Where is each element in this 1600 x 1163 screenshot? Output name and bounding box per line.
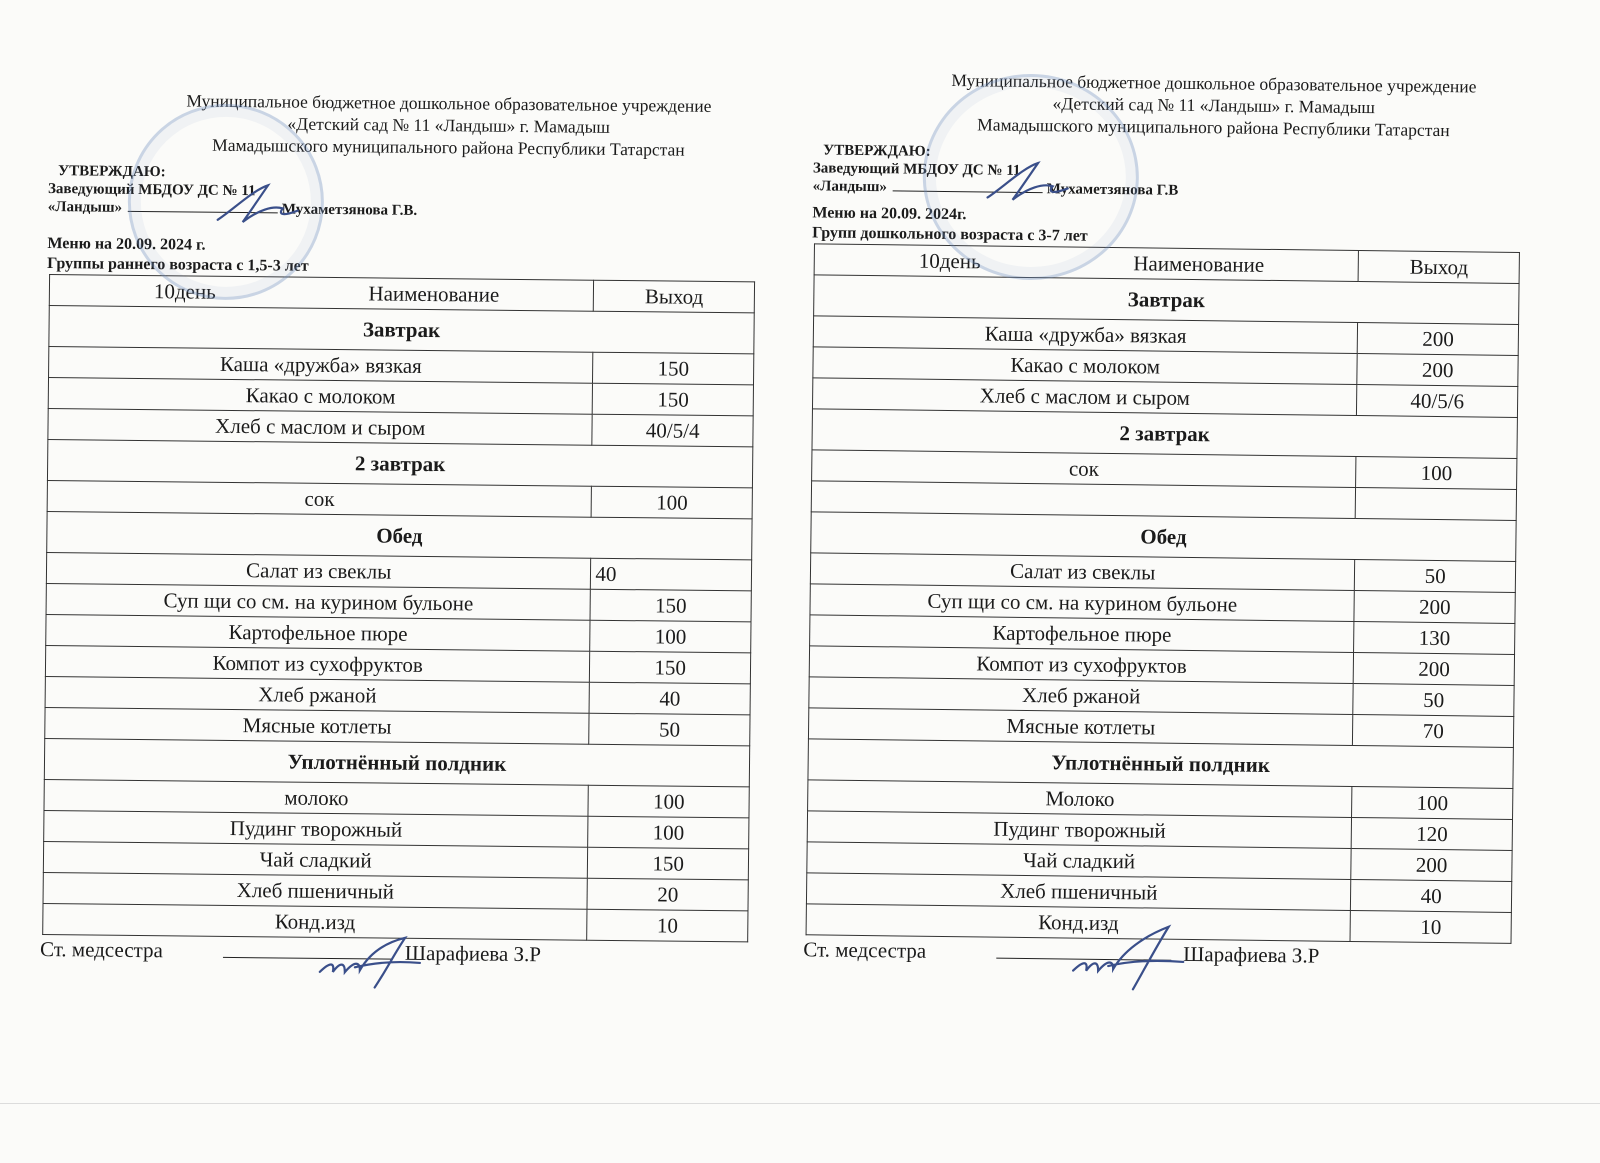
dish-output: 150	[593, 383, 754, 416]
header-day: 10день	[153, 279, 216, 304]
dish-name: Пудинг творожный	[807, 811, 1352, 849]
dish-name: сок	[812, 450, 1357, 488]
approve-title: УТВЕРЖДАЮ:	[58, 163, 166, 181]
section-title: Уплотнённый полдник	[44, 739, 749, 787]
org-line: «Детский сад № 11 «Ландыш» г. Мамадыш	[287, 113, 610, 137]
nurse-name: Шарафиева З.Р	[1183, 941, 1320, 968]
dish-output: 200	[1354, 652, 1515, 685]
header-name: Наименование	[368, 281, 500, 307]
section-title: Обед	[811, 512, 1516, 562]
approve-position: Заведующий МБДОУ ДС № 11	[812, 160, 1021, 179]
dish-name: Конд.изд	[43, 903, 588, 940]
dish-output: 100	[590, 620, 751, 653]
dish-output: 150	[588, 847, 749, 880]
dish-output: 40	[1351, 879, 1512, 912]
org-line: Мамадышского муниципального района Республики Татарстан	[212, 134, 685, 160]
header-name: Наименование	[1133, 251, 1265, 277]
dish-output: 150	[590, 589, 751, 622]
dish-output: 50	[589, 713, 750, 746]
menu-date: Меню на 20.09. 2024 г.	[47, 235, 206, 254]
approve-name: Мухаметзянова Г.В	[1046, 181, 1179, 199]
dish-output: 40/5/6	[1357, 385, 1518, 418]
nurse-signature-icon	[315, 932, 426, 993]
dish-name: Мясные котлеты	[45, 708, 590, 745]
dish-output	[1356, 488, 1517, 521]
dish-name: молоко	[44, 780, 589, 817]
approve-org: «Ландыш»	[47, 199, 123, 216]
organization-header	[813, 67, 1574, 142]
dish-name: Салат из свеклы	[46, 553, 591, 590]
dish-name: Хлеб пшеничный	[806, 873, 1351, 911]
approve-name: Мухаметзянова Г.В.	[281, 201, 418, 219]
dish-name: Какао с молоком	[48, 378, 593, 415]
header-output: Выход	[1358, 251, 1519, 284]
dish-output: 40/5/4	[592, 414, 753, 447]
dish-output: 100	[1352, 786, 1513, 819]
approve-position: Заведующий МБДОУ ДС № 11	[47, 181, 256, 200]
nurse-name: Шарафиева З.Р	[404, 940, 542, 967]
approve-title: УТВЕРЖДАЮ:	[823, 142, 931, 160]
dish-name: Картофельное пюре	[810, 615, 1355, 653]
dish-name: Пудинг творожный	[44, 811, 589, 848]
dish-output: 200	[1351, 848, 1512, 881]
org-line: Муниципальное бюджетное дошкольное образовательное учреждение	[186, 90, 712, 116]
dish-name: Чай сладкий	[807, 842, 1352, 880]
dish-output: 50	[1353, 683, 1514, 716]
dish-name: Картофельное пюре	[46, 615, 591, 652]
dish-output: 40	[589, 682, 750, 715]
dish-name: Компот из сухофруктов	[45, 646, 590, 683]
section-title: 2 завтрак	[812, 409, 1517, 459]
dish-name: Хлеб с маслом и сыром	[812, 378, 1357, 416]
dish-name: Компот из сухофруктов	[809, 646, 1354, 684]
dish-name: Чай сладкий	[43, 842, 588, 879]
dish-name: Хлеб с маслом и сыром	[48, 409, 593, 446]
dish-output: 200	[1358, 323, 1519, 356]
dish-output: 100	[591, 486, 752, 519]
section-title: Завтрак	[814, 275, 1519, 325]
dish-output: 200	[1357, 354, 1518, 387]
section-title: Завтрак	[49, 306, 754, 354]
approve-org: «Ландыш»	[812, 178, 888, 196]
section-title: 2 завтрак	[47, 440, 752, 488]
menu-date: Меню на 20.09. 2024г.	[812, 204, 967, 224]
dish-output: 10	[1350, 910, 1511, 943]
dish-output: 50	[1355, 559, 1516, 592]
nurse-title: Ст. медсестра	[803, 937, 927, 963]
menu-table	[42, 274, 755, 942]
dish-name: Суп щи со см. на курином бульоне	[46, 584, 591, 621]
dish-output: 70	[1353, 714, 1514, 747]
org-line: «Детский сад № 11 «Ландыш» г. Мамадыш	[1052, 93, 1376, 118]
org-line: Мамадышского муниципального района Республики Татарстан	[977, 114, 1450, 141]
dish-name: Мясные котлеты	[808, 708, 1353, 746]
dish-name: Конд.изд	[806, 904, 1351, 942]
dish-output: 120	[1352, 817, 1513, 850]
menu-sheet-right	[801, 0, 1575, 1135]
dish-name: Молоко	[808, 780, 1353, 818]
header-day: 10день	[918, 248, 981, 274]
dish-name: Какао с молоком	[813, 347, 1358, 385]
approval-block	[47, 162, 808, 282]
nurse-title: Ст. медсестра	[39, 936, 164, 963]
dish-output: 100	[588, 816, 749, 849]
nurse-signature-icon	[1068, 921, 1189, 992]
section-title: Обед	[47, 512, 752, 560]
dish-name: Каша «дружба» вязкая	[813, 316, 1358, 354]
nurse-signature-row	[40, 937, 800, 985]
dish-output: 20	[587, 878, 748, 911]
dish-name: Салат из свеклы	[810, 553, 1355, 591]
dish-output: 100	[588, 785, 749, 818]
dish-name: сок	[47, 481, 592, 518]
dish-output: 40	[591, 558, 752, 591]
dish-output: 100	[1356, 457, 1517, 490]
dish-name: Хлеб ржаной	[45, 677, 590, 714]
group-title: Групп дошкольного возраста с 3-7 лет	[812, 224, 1088, 245]
dish-output: 200	[1354, 590, 1515, 623]
dish-output: 10	[587, 909, 748, 942]
dish-output: 130	[1354, 621, 1515, 654]
section-title: Уплотнённый полдник	[808, 739, 1513, 789]
group-title: Группы раннего возраста с 1,5-3 лет	[47, 255, 309, 275]
dish-name: Каша «дружба» вязкая	[49, 347, 594, 384]
menu-sheet-left	[38, 0, 810, 1134]
dish-output: 150	[593, 352, 754, 385]
dish-name: Хлеб пшеничный	[43, 872, 588, 909]
approval-block	[812, 141, 1573, 252]
org-line: Муниципальное бюджетное дошкольное образовательное учреждение	[951, 70, 1477, 97]
header-output: Выход	[594, 280, 755, 313]
dish-output: 150	[590, 651, 751, 684]
nurse-signature-row	[803, 937, 1563, 986]
dish-name: Хлеб ржаной	[809, 677, 1354, 715]
dish-name: Суп щи со см. на курином бульоне	[810, 584, 1355, 622]
menu-table	[806, 243, 1520, 944]
